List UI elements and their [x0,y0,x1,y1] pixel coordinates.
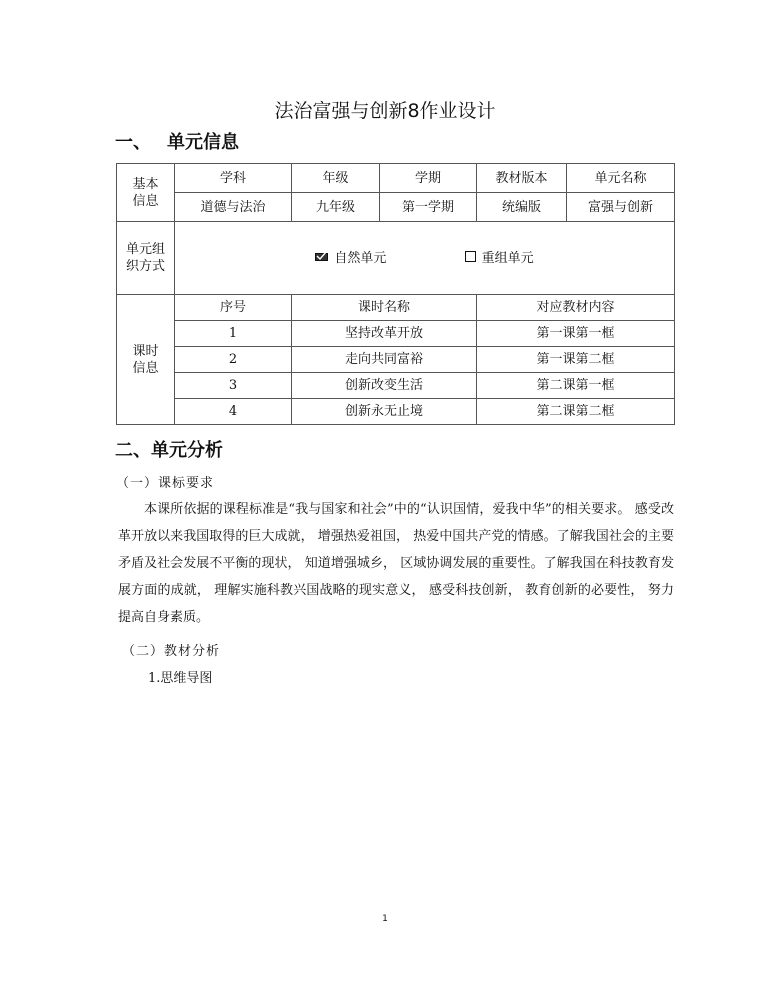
header-cell: 单元名称 [567,164,675,193]
document-title: 法治富强与创新8作业设计 [274,100,496,122]
lesson-name: 走向共同富裕 [292,347,477,373]
lesson-no: 3 [175,373,292,399]
lesson-name: 创新改变生活 [292,373,477,399]
option-label: 自然单元 [334,250,387,266]
lesson-no: 1 [175,321,292,347]
header-cell: 序号 [175,295,292,321]
section-heading-unit-analysis [115,436,223,462]
table-row [117,222,675,295]
header-cell: 教材版本 [477,164,567,193]
lesson-info-label: 课时 信息 [117,295,175,425]
section-title: 单元分析 [151,440,223,461]
table-row [117,373,675,399]
table-row [117,347,675,373]
header-cell: 年级 [292,164,380,193]
value-cell: 九年级 [292,193,380,222]
lesson-content: 第一课第一框 [477,321,675,347]
lesson-no: 2 [175,347,292,373]
table-row [117,164,675,193]
section-title: 单元信息 [167,132,239,153]
header-cell: 学科 [175,164,292,193]
natural-unit-option[interactable] [315,251,390,266]
section-number: 二、 [115,440,151,461]
header-cell: 课时名称 [292,295,477,321]
subheading-curriculum-standards: （一）课标要求 [116,476,215,491]
table-row [117,193,675,222]
section-heading-unit-info [115,128,239,154]
table-row [117,321,675,347]
header-cell: 学期 [380,164,477,193]
table-row [117,295,675,321]
page-number: 1 [382,914,388,924]
value-cell: 富强与创新 [567,193,675,222]
lesson-content: 第二课第一框 [477,373,675,399]
lesson-content: 第一课第二框 [477,347,675,373]
header-cell: 对应教材内容 [477,295,675,321]
section-number: 一、 [115,132,151,153]
checked-box-icon [315,250,328,267]
option-label: 重组单元 [481,250,534,266]
basic-info-label: 基本 信息 [117,164,175,222]
subheading-textbook-analysis: （二）教材分析 [122,644,221,659]
body-paragraph: 本课所依据的课程标准是“我与国家和社会”中的“认识国情，爱我中华”的相关要求。 感受改革开放以来我国取得的巨大成就， 增强热爱祖国， 热爱中国共产党的情感。了解我国社会的主要矛盾及社会发展不平衡的现状， 知道增强城乡， 区域协调发展的重要性。了解我国在科技教育发展方面的成就， 理解实施科教兴国战略的现实意义， 感受科技创新， 教育创新的必要性， 努力提高自身素质。 [118,502,674,625]
organization-mode-label: 单元组 织方式 [117,222,175,295]
lesson-no: 4 [175,399,292,425]
lesson-name: 坚持改革开放 [292,321,477,347]
lesson-content: 第二课第二框 [477,399,675,425]
regrouped-unit-option[interactable] [465,251,534,266]
value-cell: 统编版 [477,193,567,222]
unit-info-table [116,163,675,425]
empty-checkbox-icon [465,250,476,267]
table-row [117,399,675,425]
value-cell: 第一学期 [380,193,477,222]
value-cell: 道德与法治 [175,193,292,222]
lesson-name: 创新永无止境 [292,399,477,425]
mind-map-item: 1.思维导图 [148,671,213,686]
organization-mode-options [175,222,675,295]
